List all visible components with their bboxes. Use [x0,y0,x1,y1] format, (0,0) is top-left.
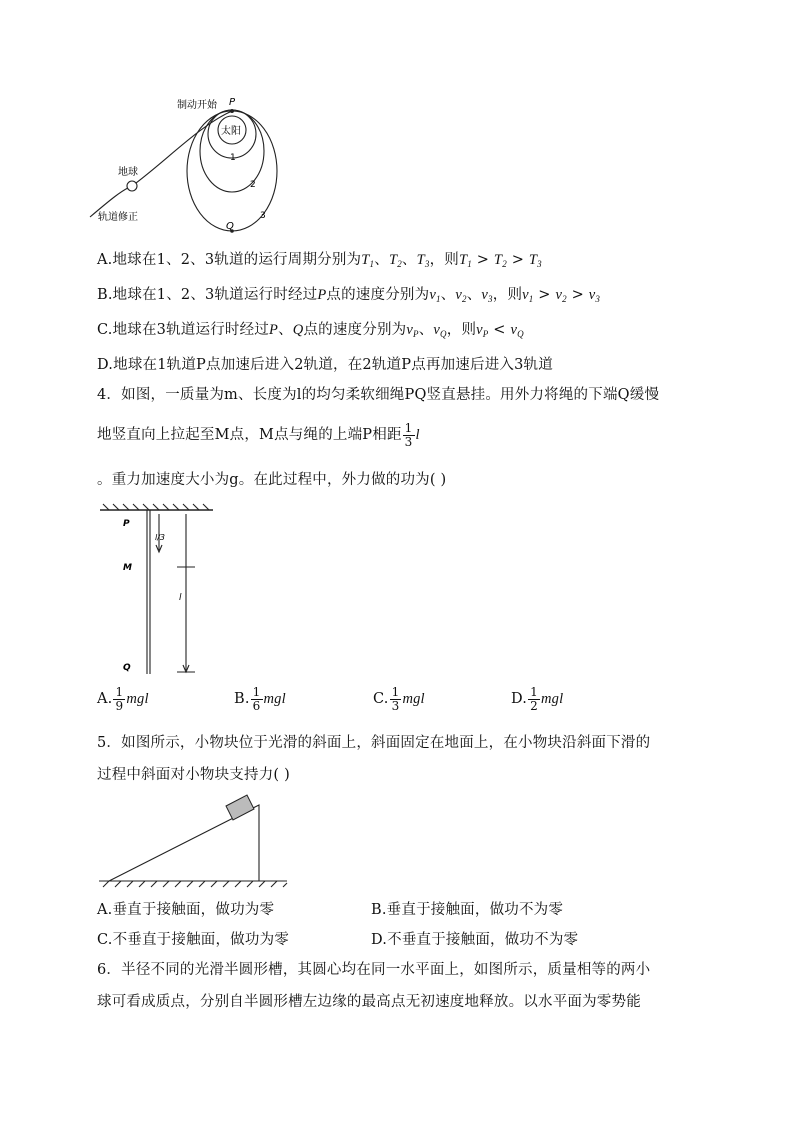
fraction-one-third: $\frac{1}{3}$ [404,420,413,449]
label-sun: 太阳 [221,126,241,137]
q4-option-d: D. $\frac{1}{2}$ mgl [511,684,564,713]
q4-line-2: 地竖直向上拉起至M点，M点与绳的上端P相距 $\frac{1}{3}$ l [97,420,420,449]
q6-line-1: 6．半径不同的光滑半圆形槽，其圆心均在同一水平面上，如图所示，质量相等的两小 [97,962,651,978]
q3-option-c: C.地球在3轨道运行时经过P、Q点的速度分别为$v_P$、$v_Q$，则$v_P < v_Q$ [97,322,524,339]
rope-figure [95,500,220,680]
transfer-path [90,111,232,217]
label-M: M [123,563,132,573]
label-P: P [123,519,130,529]
q3-option-b: B.地球在1、2、3轨道运行时经过P点的速度分别为$v_1$、$v_2$、$v_3$，则$v_1 > v_2 > v_3$ [97,287,601,304]
label-Q: Q [226,221,234,232]
q4-line-3: 。重力加速度大小为g。在此过程中，外力做的功为( ) [97,472,447,488]
q5-option-b: B.垂直于接触面，做功不为零 [371,902,564,918]
label-brake: 制动开始 [177,100,217,111]
label-earth: 地球 [118,167,138,178]
incline-figure [95,788,295,888]
label-orbit-2: 2 [250,180,256,190]
q4-option-b: B. $\frac{1}{6}$ mgl [234,684,286,713]
q3-option-a: A.地球在1、2、3轨道的运行周期分别为$T_1$、$T_2$、$T_3$，则$T_1 > T_2 > T_3$ [97,252,542,269]
q4-option-c: C. $\frac{1}{3}$ mgl [373,684,425,713]
label-orbit-3: 3 [260,211,266,221]
q6-line-2: 球可看成质点，分别自半圆形槽左边缘的最高点无初速度地释放。以水平面为零势能 [97,994,641,1010]
q4-line-1: 4．如图，一质量为m、长度为l的均匀柔软细绳PQ竖直悬挂。用外力将绳的下端Q缓慢 [97,387,660,403]
label-correction: 轨道修正 [98,212,138,223]
q5-line-1: 5．如图所示，小物块位于光滑的斜面上，斜面固定在地面上，在小物块沿斜面下滑的 [97,735,651,751]
q5-option-d: D.不垂直于接触面，做功不为零 [371,932,579,948]
q5-option-c: C.不垂直于接触面，做功为零 [97,932,289,948]
orbit-figure [80,90,300,240]
earth [127,181,137,191]
label-orbit-1: 1 [230,153,236,163]
q5-line-2: 过程中斜面对小物块支持力( ) [97,767,290,783]
block [226,795,254,820]
label-l: l [179,593,182,603]
q4-option-a: A. $\frac{1}{9}$ mgl [97,684,149,713]
label-P: P [229,97,236,108]
q3-option-d: D.地球在1轨道P点加速后进入2轨道，在2轨道P点再加速后进入3轨道 [97,357,553,373]
label-Q: Q [123,663,131,673]
q5-option-a: A.垂直于接触面，做功为零 [97,902,275,918]
label-l3: l/3 [155,533,166,542]
